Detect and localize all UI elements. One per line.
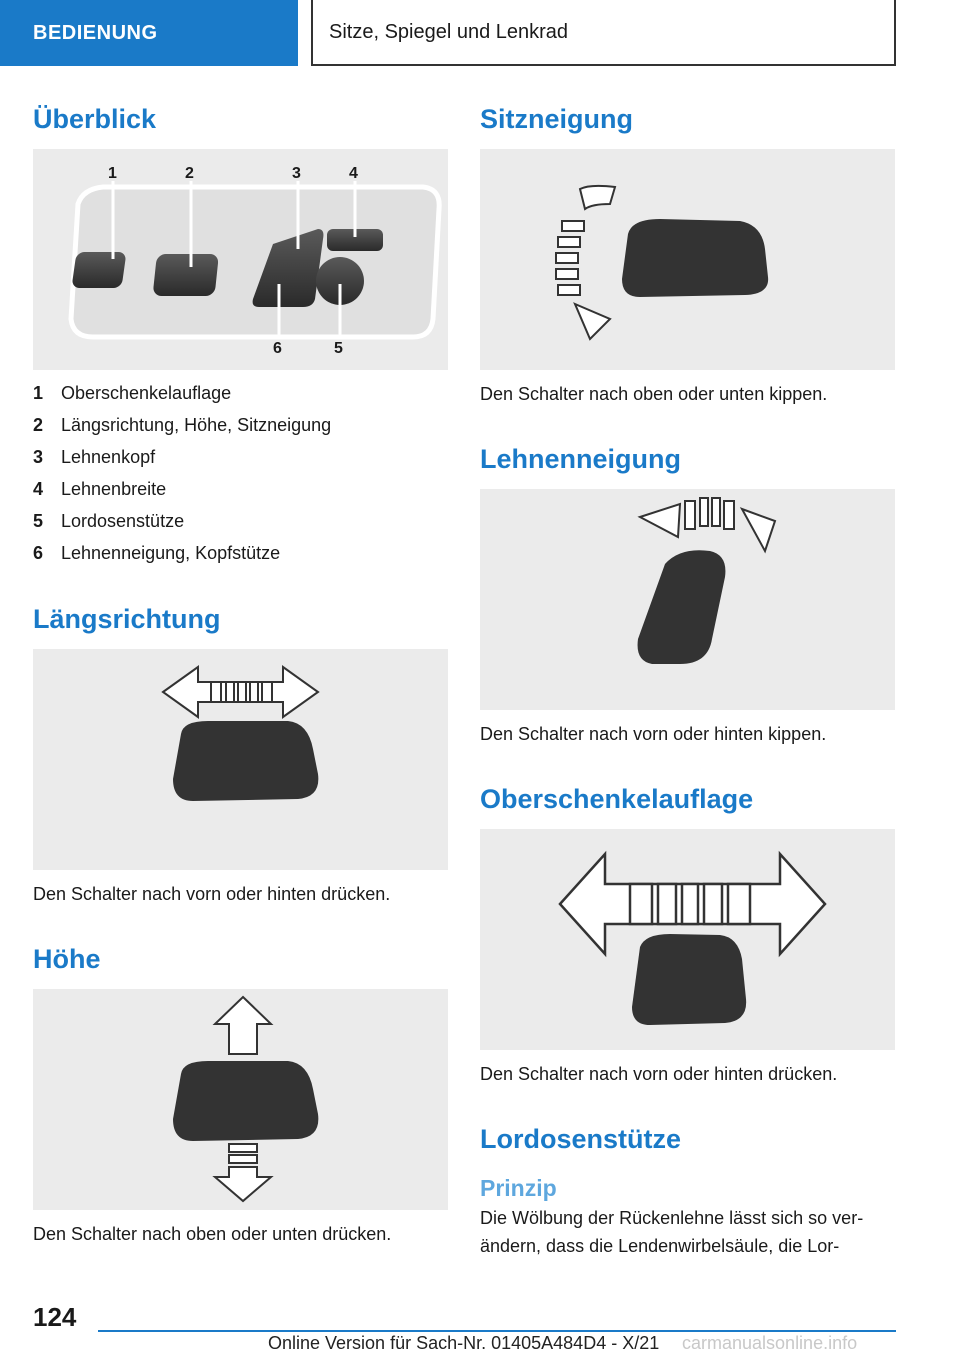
heading-height: Höhe [33, 944, 101, 974]
heading-backrest: Lehnenneigung [480, 444, 681, 474]
figure-height [33, 989, 448, 1210]
chapter-title: Sitze, Spiegel und Lenkrad [311, 0, 896, 66]
list-item: 3 Lehnenkopf [33, 447, 156, 467]
heading-thigh: Oberschenkelauflage [480, 784, 754, 814]
switch-illustration [33, 649, 448, 870]
subheading-principle: Prinzip [480, 1175, 557, 1201]
caption-height: Den Schalter nach oben oder unten drücken. [33, 1224, 392, 1244]
overview-legend [33, 377, 448, 569]
lumbar-text: Die Wölbung der Rückenlehne lässt sich so verändern, dass die Lendenwirbelsäule, die Lor- [480, 1208, 864, 1256]
figure-length [33, 649, 448, 870]
page-number: 124 [33, 1302, 77, 1332]
figure-seat-controls [33, 149, 448, 370]
callout-5: 5 [334, 340, 343, 357]
caption-thigh: Den Schalter nach vorn oder hinten drücken. [480, 1064, 838, 1084]
list-item: 2 Längsrichtung, Höhe, Sitzneigung [33, 415, 332, 435]
callout-2: 2 [185, 165, 194, 182]
callout-3: 3 [292, 165, 301, 182]
callout-1: 1 [108, 165, 117, 182]
switch-illustration [33, 989, 448, 1210]
heading-overview: Überblick [33, 104, 157, 134]
footer-online-version: Online Version für Sach-Nr. 01405A484D4 - X/21 [268, 1333, 660, 1353]
list-item: 1 Oberschenkelauflage [33, 383, 232, 403]
caption-backrest: Den Schalter nach vorn oder hinten kippen. [480, 724, 827, 744]
watermark: carmanualsonline.info [682, 1333, 858, 1353]
figure-backrest [480, 489, 895, 710]
heading-tilt: Sitzneigung [480, 104, 633, 134]
figure-thigh [480, 829, 895, 1050]
right-column [480, 100, 895, 1260]
callout-6: 6 [273, 340, 282, 357]
callout-4: 4 [349, 165, 358, 182]
switch-illustration [480, 149, 895, 370]
caption-tilt: Den Schalter nach oben oder unten kippen. [480, 384, 828, 404]
section-tab: BEDIENUNG [0, 0, 298, 66]
list-item: 5 Lordosenstütze [33, 511, 185, 531]
left-column [33, 100, 448, 1246]
footer-rule [98, 1330, 896, 1332]
list-item: 6 Lehnenneigung, Kopfstütze [33, 543, 281, 563]
switch-illustration [480, 489, 895, 710]
switch-illustration [480, 829, 895, 1050]
figure-tilt [480, 149, 895, 370]
caption-length: Den Schalter nach vorn oder hinten drücken. [33, 884, 391, 904]
seat-controls-illustration [33, 149, 448, 370]
heading-length: Längsrichtung [33, 604, 221, 634]
heading-lumbar: Lordosenstütze [480, 1124, 682, 1154]
list-item: 4 Lehnenbreite [33, 479, 167, 499]
